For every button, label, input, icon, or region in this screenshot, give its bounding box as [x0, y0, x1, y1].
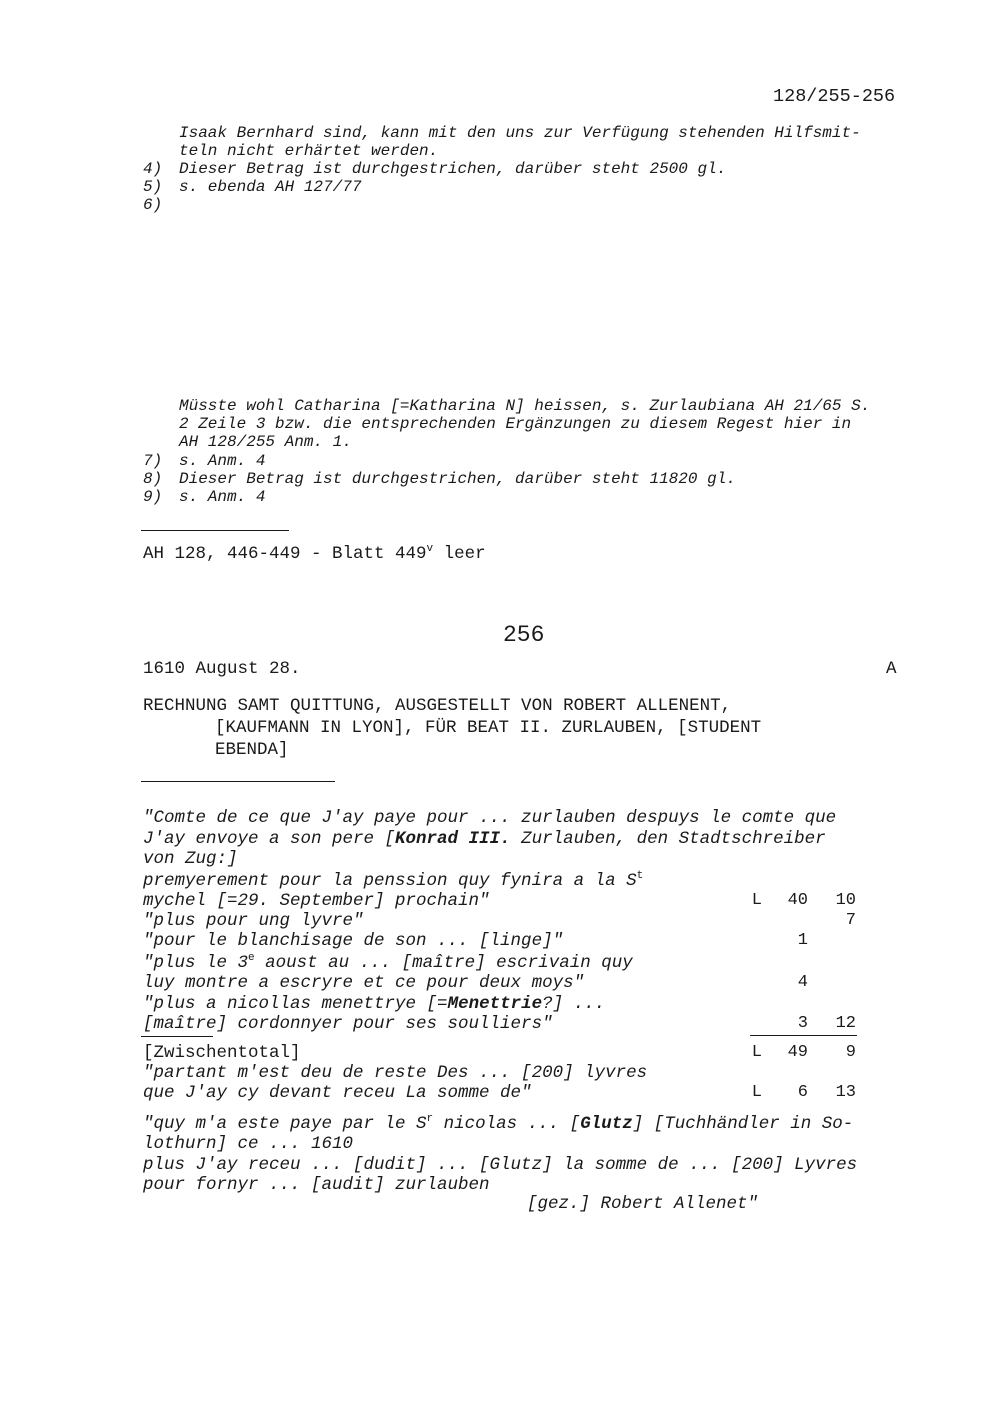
signature: [gez.] Robert Allenet" — [527, 1194, 759, 1214]
footnote-text: AH 128/255 Anm. 1. — [179, 433, 352, 451]
footnote-number: 5) — [143, 178, 163, 196]
source-reference — [143, 544, 486, 564]
document-number: 256 — [503, 622, 545, 648]
subtotal-rule — [141, 1036, 213, 1037]
amount-sous: 12 — [835, 1014, 856, 1033]
entry-text: aoust au ... [maître] escrivain quy — [254, 953, 633, 973]
amount-currency: L — [751, 1043, 762, 1062]
payment-text: "quy m'a este paye par le S — [143, 1114, 427, 1134]
entry-writing — [143, 953, 633, 973]
amount-livres: 40 — [787, 891, 808, 910]
title-rule — [141, 781, 335, 782]
footnote-text: s. Anm. 4 — [179, 488, 266, 506]
sum-rule — [750, 1035, 857, 1036]
payment-note: plus J'ay receu ... [dudit] ... [Glutz] la somme de ... [200] Lyvres — [143, 1155, 858, 1175]
entry-text: "plus le 3 — [143, 953, 249, 973]
amount-livres: 3 — [797, 1014, 808, 1033]
footnote-continuation: Isaak Bernhard sind, kann mit den uns zur Verfügung stehenden Hilfsmit- — [179, 124, 861, 142]
footnote-text: Dieser Betrag ist durchgestrichen, darüber steht 11820 gl. — [179, 470, 736, 488]
footnote-text: Dieser Betrag ist durchgestrichen, darüber steht 2500 gl. — [179, 160, 727, 178]
entry-text: ?] ... — [542, 994, 606, 1014]
source-note: leer — [433, 544, 486, 564]
amount-livres: 1 — [797, 931, 808, 950]
person-name: Menettrie — [447, 994, 543, 1014]
document-type-code: A — [886, 659, 897, 679]
footnote-continuation: teln nicht erhärtet werden. — [179, 142, 439, 160]
document-title: [KAUFMANN IN LYON], FÜR BEAT II. ZURLAUBEN, [STUDENT — [215, 718, 762, 738]
footnote-rule — [141, 530, 289, 531]
intro-text: Zurlauben, den Stadtschreiber — [510, 829, 826, 849]
entry-shoes — [143, 994, 605, 1014]
source-text: AH 128, 446-449 - Blatt 449 — [143, 544, 427, 564]
amount-sous: 7 — [845, 911, 856, 930]
amount-livres: 49 — [787, 1043, 808, 1062]
footnote-text: 2 Zeile 3 bzw. die entsprechenden Ergänzungen zu diesem Regest hier in — [179, 415, 852, 433]
entry-pension: mychel [=29. September] prochain" — [143, 891, 490, 911]
payment-note — [143, 1114, 853, 1134]
amount-currency: L — [751, 1083, 762, 1102]
superscript: r — [426, 1113, 434, 1125]
person-name: Glutz — [580, 1114, 633, 1134]
entry-shoes: [maître] cordonnyer pour ses soulliers" — [143, 1014, 553, 1034]
document-title: RECHNUNG SAMT QUITTUNG, AUSGESTELLT VON ROBERT ALLENENT, — [143, 696, 732, 716]
payment-text: ] [Tuchhändler in So- — [632, 1114, 854, 1134]
entry-text: "plus a nicollas menettrye [= — [143, 994, 448, 1014]
footnote-text: s. Anm. 4 — [179, 452, 266, 470]
amount-currency: L — [751, 891, 762, 910]
footnote-number: 9) — [143, 488, 163, 506]
entry-text: premyerement pour la penssion quy fynira a la S — [143, 871, 637, 891]
document-date: 1610 August 28. — [143, 659, 301, 679]
account-intro: von Zug:] — [143, 849, 238, 869]
entry-rest: que J'ay cy devant receu La somme de" — [143, 1083, 532, 1103]
amount-sous: 13 — [835, 1083, 856, 1102]
payment-note: pour fornyr ... [audit] zurlauben — [143, 1175, 490, 1195]
footnote-number: 4) — [143, 160, 163, 178]
person-name: Konrad III. — [395, 829, 511, 849]
entry-writing: luy montre a escryre et ce pour deux moys" — [143, 973, 585, 993]
superscript: t — [636, 870, 644, 882]
amount-sous: 9 — [845, 1043, 856, 1062]
entry-rest: "partant m'est deu de reste Des ... [200] lyvres — [143, 1063, 648, 1083]
entry-livre: "plus pour ung lyvre" — [143, 911, 364, 931]
verso-mark: v — [426, 543, 434, 555]
footnote-number: 7) — [143, 452, 163, 470]
entry-linen: "pour le blanchisage de son ... [linge]" — [143, 931, 564, 951]
footnote-text: Müsste wohl Catharina [=Katharina N] heissen, s. Zurlaubiana AH 21/65 S. — [179, 397, 871, 415]
amount-livres: 4 — [797, 973, 808, 992]
amount-sous: 10 — [835, 891, 856, 910]
account-intro — [143, 829, 826, 849]
page-reference: 128/255-256 — [773, 86, 896, 107]
payment-note: lothurn] ce ... 1610 — [143, 1134, 354, 1154]
document-title: EBENDA] — [215, 740, 289, 760]
account-intro: "Comte de ce que J'ay paye pour ... zurlauben despuys le comte que — [143, 808, 837, 828]
intro-text: J'ay envoye a son pere [ — [143, 829, 396, 849]
amount-livres: 6 — [797, 1083, 808, 1102]
superscript: e — [248, 952, 255, 964]
footnote-number: 6) — [143, 196, 163, 214]
footnote-text: s. ebenda AH 127/77 — [179, 178, 362, 196]
entry-pension — [143, 871, 643, 891]
footnote-number: 8) — [143, 470, 163, 488]
payment-text: nicolas ... [ — [433, 1114, 581, 1134]
subtotal-label: [Zwischentotal] — [143, 1043, 301, 1063]
